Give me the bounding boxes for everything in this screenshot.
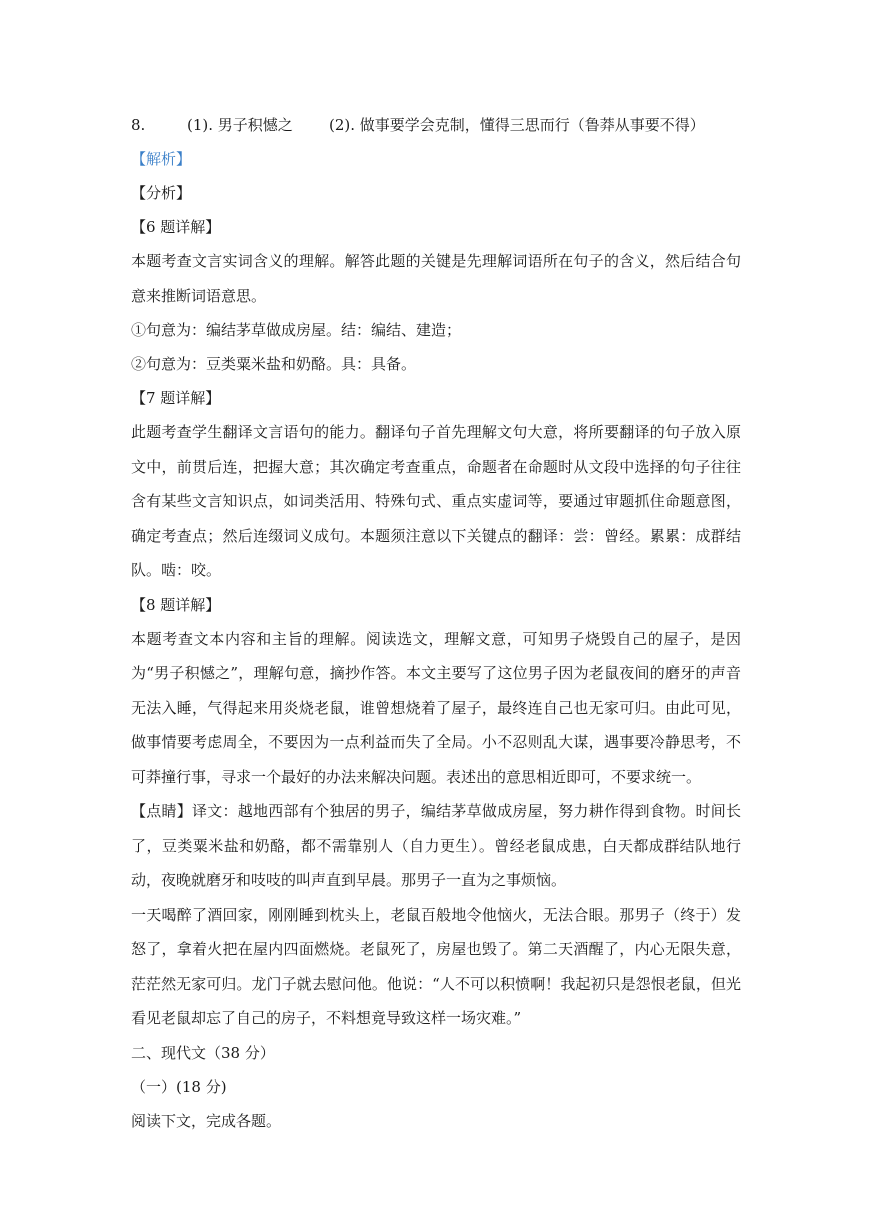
- q6-item-1: ①句意为：编结茅草做成房屋。结：编结、建造；: [131, 321, 462, 339]
- answer-line: [131, 108, 741, 142]
- answer-part-1: (1). 男子积憾之: [187, 116, 293, 134]
- dianjing-translation-2: 一天喝醉了酒回家，刚刚睡到枕头上，老鼠百般地令他恼火，无法合眼。那男子（终于）发怒了，拿着火把在屋内四面燃烧。老鼠死了，房屋也毁了。第二天酒醒了，内心无限失意，茫茫然无家可归。龙门子就去慰问他。他说：“人不可以积愤啊！我起初只是怨恨老鼠，但光看见老鼠却忘了自己的房子，不料想竟导致这样一场灾难。”: [131, 905, 741, 1027]
- reading-instruction: 阅读下文，完成各题。: [131, 1111, 282, 1130]
- analysis-label: 【解析】: [131, 150, 192, 168]
- q8-body: 本题考查文本内容和主旨的理解。阅读选文，理解文意，可知男子烧毁自己的屋子，是因为“男子积憾之”，理解句意，摘抄作答。本文主要写了这位男子因为老鼠夜间的磨牙的声音无法入睡，气得起来用炎烧老鼠，谁曾想烧着了屋子，最终连自己也无家可归。由此可见，做事情要考虑周全，不要因为一点利益而失了全局。小不忍则乱大谋，遇事要冷静思考，不可莽撞行事，寻求一个最好的办法来解决问题。表述出的意思相近即可，不要求统一。: [131, 629, 741, 786]
- dianjing-translation: 【点睛】译文：越地西部有个独居的男子，编结茅草做成房屋，努力耕作得到食物。时间长了，豆类粟米盐和奶酪，都不需靠别人（自力更生）。曾经老鼠成患，白天都成群结队地行动，夜晚就磨牙和吱吱的叫声直到早晨。那男子一直为之事烦恼。: [131, 802, 741, 889]
- section-subtitle: （一）(18 分): [131, 1077, 227, 1096]
- answer-part-2: (2). 做事要学会克制，懂得三思而行（鲁莽从事要不得）: [329, 116, 705, 134]
- q7-body: 此题考查学生翻译文言语句的能力。翻译句子首先理解文句大意，将所要翻译的句子放入原文中，前贯后连，把握大意；其次确定考查重点，命题者在命题时从文段中选择的句子往往含有某些文言知识点，如词类活用、特殊句式、重点实虚词等，要通过审题抓住命题意图，确定考查点；然后连缀词义成句。本题须注意以下关键点的翻译：尝：曾经。累累：成群结队。啮：咬。: [131, 423, 741, 579]
- q8-heading: 【8 题详解】: [131, 595, 221, 614]
- q6-item-2: ②句意为：豆类粟米盐和奶酪。具：具备。: [131, 355, 417, 373]
- fenxi-label: 【分析】: [131, 184, 192, 202]
- section-title: 二、现代文（38 分）: [131, 1043, 275, 1062]
- q7-heading: 【7 题详解】: [131, 389, 221, 407]
- question-number: 8.: [131, 116, 146, 134]
- document-page: [131, 108, 741, 1138]
- q6-heading: 【6 题详解】: [131, 218, 221, 236]
- q6-intro: 本题考查文言实词含义的理解。解答此题的关键是先理解词语所在句子的含义，然后结合句意来推断词语意思。: [131, 252, 741, 305]
